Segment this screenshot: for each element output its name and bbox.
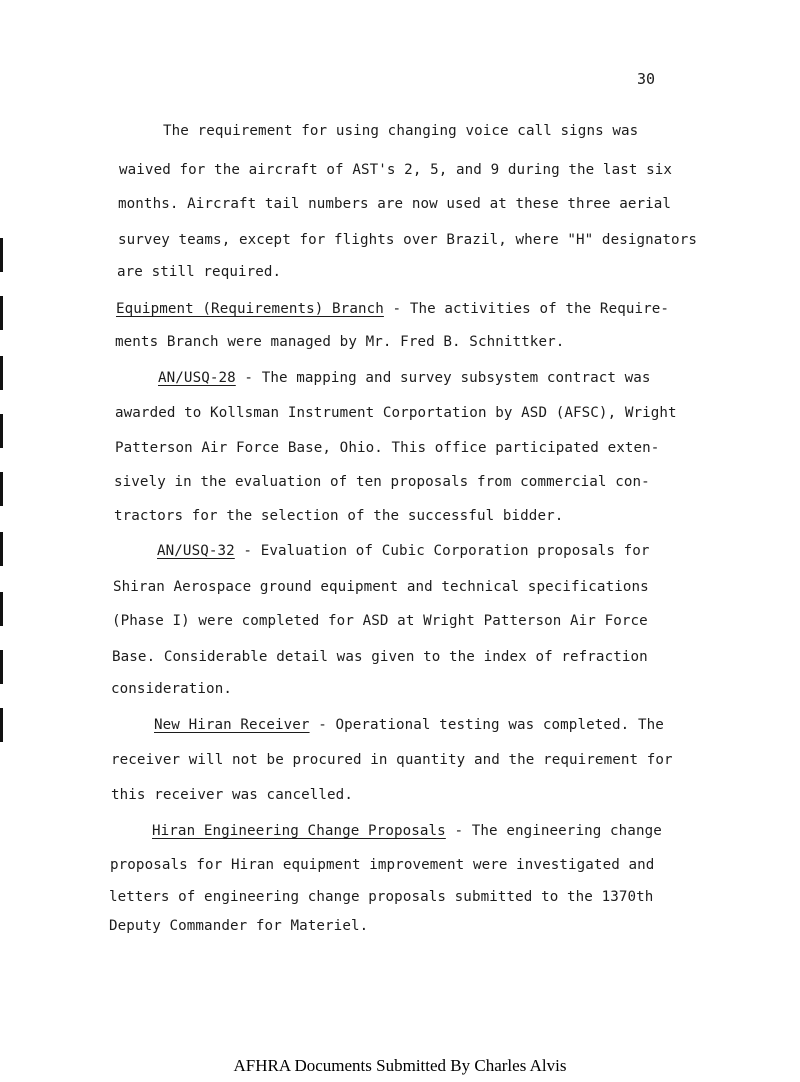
body-line: consideration. <box>111 681 232 697</box>
body-text: - The activities of the Require- <box>383 301 670 317</box>
binding-mark <box>0 296 3 330</box>
binding-mark <box>0 650 3 684</box>
section-heading: Equipment (Requirements) Branch <box>116 301 384 317</box>
body-text: - Evaluation of Cubic Corporation proposals for <box>234 543 650 559</box>
body-line: are still required. <box>117 264 282 280</box>
binding-mark <box>0 238 3 272</box>
body-text: - Operational testing was completed. The <box>309 717 664 733</box>
page-number: 30 <box>637 70 656 88</box>
body-line: this receiver was cancelled. <box>111 787 353 803</box>
body-line: months. Aircraft tail numbers are now used at these three aerial <box>118 196 672 212</box>
body-line: tractors for the selection of the successful bidder. <box>114 508 564 524</box>
body-line <box>152 823 662 839</box>
binding-mark <box>0 414 3 448</box>
body-line: awarded to Kollsman Instrument Corportation by ASD (AFSC), Wright <box>115 405 677 421</box>
body-line: letters of engineering change proposals submitted to the 1370th <box>109 889 654 905</box>
body-line: Shiran Aerospace ground equipment and technical specifications <box>113 579 649 595</box>
body-text: - The engineering change <box>445 823 662 839</box>
body-line: Base. Considerable detail was given to the index of refraction <box>112 649 648 665</box>
body-line <box>157 543 650 559</box>
body-line: Deputy Commander for Materiel. <box>109 918 369 934</box>
body-line: receiver will not be procured in quantity and the requirement for <box>111 752 673 768</box>
binding-mark <box>0 532 3 566</box>
body-line <box>154 717 664 733</box>
body-line <box>116 301 669 317</box>
section-heading: AN/USQ-32 <box>157 543 235 559</box>
binding-mark <box>0 472 3 506</box>
footer-credit: AFHRA Documents Submitted By Charles Alvis <box>233 1056 567 1075</box>
binding-mark <box>0 356 3 390</box>
body-line <box>158 370 651 386</box>
binding-mark <box>0 592 3 626</box>
body-line: Patterson Air Force Base, Ohio. This office participated exten- <box>115 440 660 456</box>
body-line: ments Branch were managed by Mr. Fred B. Schnittker. <box>115 334 565 350</box>
section-heading: New Hiran Receiver <box>154 717 310 733</box>
body-line: The requirement for using changing voice call signs was <box>163 123 639 139</box>
body-line: proposals for Hiran equipment improvement were investigated and <box>110 857 655 873</box>
body-line: waived for the aircraft of AST's 2, 5, and 9 during the last six <box>119 162 673 178</box>
section-heading: Hiran Engineering Change Proposals <box>152 823 446 839</box>
binding-mark <box>0 708 3 742</box>
body-line: (Phase I) were completed for ASD at Wright Patterson Air Force <box>112 613 648 629</box>
body-line: sively in the evaluation of ten proposals from commercial con- <box>114 474 650 490</box>
section-heading: AN/USQ-28 <box>158 370 236 386</box>
body-line: survey teams, except for flights over Brazil, where "H" designators <box>118 232 697 248</box>
body-text: - The mapping and survey subsystem contract was <box>235 370 651 386</box>
